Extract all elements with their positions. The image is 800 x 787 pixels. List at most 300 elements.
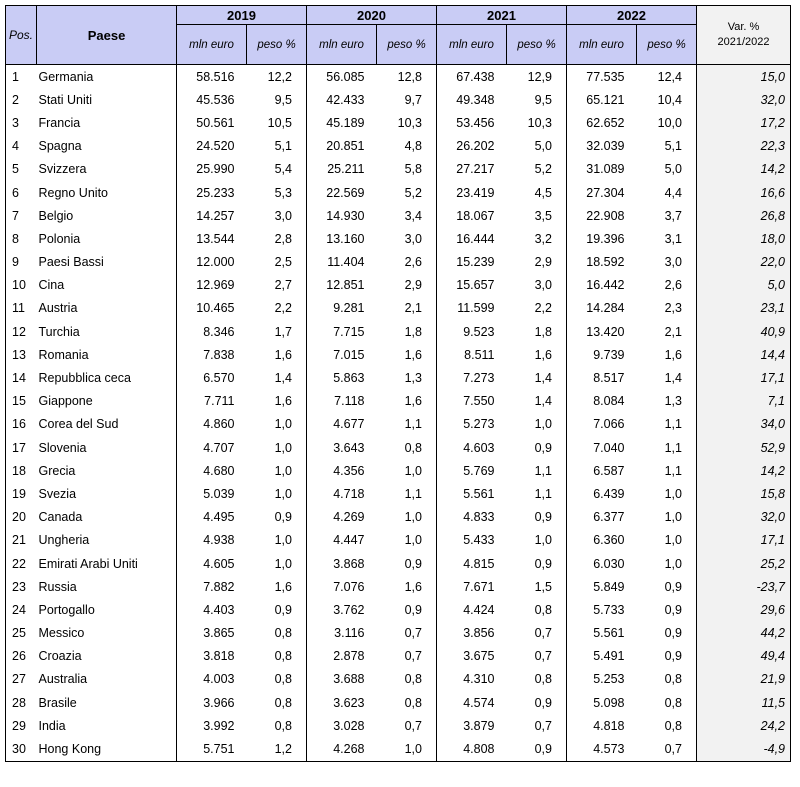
cell-mln-2019: 4.938 <box>203 533 235 548</box>
cell-peso-2020: 0,8 <box>377 668 437 691</box>
cell-peso-2019: 1,0 <box>247 413 307 436</box>
cell-mln-2020: 3.868 <box>333 556 365 571</box>
cell-country: Hong Kong <box>37 737 177 761</box>
cell-mln-2020: 22.569 <box>326 185 365 200</box>
cell-pos: 20 <box>6 506 37 529</box>
cell-peso-2020: 1,1 <box>377 413 437 436</box>
header-mln-2019: mln euro <box>177 25 247 65</box>
cell-mln-2022: 6.377 <box>593 510 625 525</box>
header-year-2020: 2020 <box>307 6 437 25</box>
cell-pos: 1 <box>6 65 37 89</box>
table-row <box>6 691 791 714</box>
table-row <box>6 575 791 598</box>
cell-mln-2020: 20.851 <box>326 139 365 154</box>
cell-peso-2019: 1,0 <box>247 552 307 575</box>
cell-peso-2021: 0,7 <box>507 622 567 645</box>
cell-var-percent: 15,8 <box>697 482 791 505</box>
cell-peso-2019: 5,3 <box>247 181 307 204</box>
cell-peso-2019: 0,9 <box>247 598 307 621</box>
cell-pos: 4 <box>6 135 37 158</box>
cell-country: Slovenia <box>37 436 177 459</box>
cell-peso-2019: 2,7 <box>247 274 307 297</box>
header-mln-2020: mln euro <box>307 25 377 65</box>
cell-pos: 23 <box>6 575 37 598</box>
cell-peso-2020: 1,6 <box>377 390 437 413</box>
cell-mln-2019: 12.000 <box>196 255 235 270</box>
cell-country: Emirati Arabi Uniti <box>37 552 177 575</box>
cell-mln-2021: 49.348 <box>456 92 495 107</box>
cell-mln-2021: 5.273 <box>463 417 495 432</box>
cell-peso-2019: 0,9 <box>247 506 307 529</box>
cell-var-percent: 14,4 <box>697 343 791 366</box>
cell-peso-2022: 1,0 <box>637 506 697 529</box>
cell-pos: 12 <box>6 320 37 343</box>
table-row <box>6 366 791 389</box>
cell-peso-2019: 5,1 <box>247 135 307 158</box>
table-row <box>6 552 791 575</box>
cell-pos: 9 <box>6 251 37 274</box>
cell-var-percent: 32,0 <box>697 506 791 529</box>
cell-mln-2021: 7.671 <box>463 579 495 594</box>
cell-peso-2022: 10,0 <box>637 111 697 134</box>
table-body <box>6 65 791 762</box>
cell-pos: 30 <box>6 737 37 761</box>
cell-peso-2020: 1,6 <box>377 575 437 598</box>
cell-peso-2020: 1,0 <box>377 459 437 482</box>
cell-peso-2021: 1,0 <box>507 529 567 552</box>
cell-mln-2020: 4.718 <box>333 486 365 501</box>
cell-var-percent: 32,0 <box>697 88 791 111</box>
cell-mln-2020: 7.076 <box>333 579 365 594</box>
cell-mln-2020: 7.015 <box>333 347 365 362</box>
table-row <box>6 88 791 111</box>
cell-var-percent: 52,9 <box>697 436 791 459</box>
cell-peso-2019: 2,8 <box>247 227 307 250</box>
cell-mln-2021: 5.433 <box>463 533 495 548</box>
cell-peso-2022: 3,7 <box>637 204 697 227</box>
cell-pos: 13 <box>6 343 37 366</box>
cell-country: Spagna <box>37 135 177 158</box>
header-peso-2020: peso % <box>377 25 437 65</box>
cell-mln-2019: 7.838 <box>203 347 235 362</box>
cell-peso-2020: 1,6 <box>377 343 437 366</box>
cell-peso-2019: 1,0 <box>247 482 307 505</box>
cell-peso-2020: 4,8 <box>377 135 437 158</box>
cell-country: Paesi Bassi <box>37 251 177 274</box>
cell-mln-2020: 56.085 <box>326 69 365 84</box>
cell-mln-2022: 8.517 <box>593 371 625 386</box>
header-var-percent <box>697 6 791 65</box>
cell-country: Australia <box>37 668 177 691</box>
cell-mln-2022: 6.439 <box>593 486 625 501</box>
cell-peso-2022: 1,0 <box>637 482 697 505</box>
cell-mln-2019: 4.707 <box>203 440 235 455</box>
header-var-label: Var. % <box>727 21 760 33</box>
cell-peso-2019: 1,6 <box>247 390 307 413</box>
cell-peso-2019: 1,0 <box>247 529 307 552</box>
cell-mln-2021: 3.675 <box>463 649 495 664</box>
cell-mln-2021: 3.879 <box>463 718 495 733</box>
cell-peso-2019: 1,7 <box>247 320 307 343</box>
cell-mln-2020: 7.118 <box>334 394 365 409</box>
cell-peso-2019: 1,4 <box>247 366 307 389</box>
cell-var-percent: 7,1 <box>697 390 791 413</box>
header-year-2021: 2021 <box>437 6 567 25</box>
cell-peso-2022: 10,4 <box>637 88 697 111</box>
cell-var-percent: 14,2 <box>697 158 791 181</box>
cell-mln-2019: 10.465 <box>196 301 235 316</box>
cell-mln-2021: 5.561 <box>463 486 495 501</box>
cell-mln-2021: 7.550 <box>463 394 495 409</box>
cell-mln-2021: 16.444 <box>456 231 495 246</box>
cell-peso-2022: 1,1 <box>637 459 697 482</box>
table-row <box>6 320 791 343</box>
cell-peso-2020: 12,8 <box>377 65 437 89</box>
cell-country: Belgio <box>37 204 177 227</box>
cell-mln-2020: 4.677 <box>333 417 365 432</box>
cell-mln-2019: 45.536 <box>196 92 235 107</box>
cell-peso-2020: 0,8 <box>377 436 437 459</box>
cell-peso-2020: 10,3 <box>377 111 437 134</box>
cell-mln-2022: 77.535 <box>586 69 625 84</box>
cell-peso-2022: 1,3 <box>637 390 697 413</box>
cell-mln-2019: 4.605 <box>203 556 235 571</box>
cell-peso-2021: 1,6 <box>507 343 567 366</box>
cell-peso-2019: 0,8 <box>247 691 307 714</box>
cell-mln-2019: 3.818 <box>203 649 235 664</box>
cell-pos: 28 <box>6 691 37 714</box>
cell-peso-2022: 5,0 <box>637 158 697 181</box>
table-row <box>6 459 791 482</box>
cell-peso-2022: 0,8 <box>637 691 697 714</box>
cell-peso-2022: 2,1 <box>637 320 697 343</box>
cell-mln-2020: 45.189 <box>326 115 365 130</box>
cell-peso-2021: 10,3 <box>507 111 567 134</box>
cell-peso-2019: 0,8 <box>247 714 307 737</box>
cell-mln-2022: 14.284 <box>586 301 625 316</box>
table-row <box>6 506 791 529</box>
cell-mln-2021: 4.815 <box>463 556 495 571</box>
cell-mln-2022: 18.592 <box>586 255 625 270</box>
cell-peso-2022: 4,4 <box>637 181 697 204</box>
cell-mln-2020: 12.851 <box>326 278 365 293</box>
cell-mln-2019: 13.544 <box>196 231 235 246</box>
cell-mln-2021: 4.310 <box>463 672 495 687</box>
cell-mln-2020: 3.688 <box>333 672 365 687</box>
cell-peso-2019: 0,8 <box>247 622 307 645</box>
cell-mln-2022: 32.039 <box>586 139 625 154</box>
cell-peso-2020: 1,0 <box>377 529 437 552</box>
table-row <box>6 158 791 181</box>
table-row <box>6 413 791 436</box>
cell-pos: 11 <box>6 297 37 320</box>
cell-var-percent: 11,5 <box>697 691 791 714</box>
cell-mln-2019: 3.992 <box>203 718 235 733</box>
cell-mln-2019: 5.039 <box>203 486 235 501</box>
table-row <box>6 135 791 158</box>
cell-country: Giappone <box>37 390 177 413</box>
cell-peso-2019: 1,6 <box>247 575 307 598</box>
cell-mln-2021: 53.456 <box>456 115 495 130</box>
cell-peso-2021: 0,9 <box>507 506 567 529</box>
cell-peso-2021: 3,2 <box>507 227 567 250</box>
cell-peso-2019: 9,5 <box>247 88 307 111</box>
cell-mln-2022: 7.066 <box>593 417 625 432</box>
cell-pos: 27 <box>6 668 37 691</box>
cell-mln-2019: 6.570 <box>203 371 235 386</box>
cell-peso-2020: 9,7 <box>377 88 437 111</box>
cell-peso-2019: 0,8 <box>247 645 307 668</box>
cell-peso-2020: 1,0 <box>377 737 437 761</box>
cell-peso-2022: 1,0 <box>637 552 697 575</box>
cell-peso-2022: 2,3 <box>637 297 697 320</box>
cell-mln-2020: 3.643 <box>333 440 365 455</box>
cell-peso-2022: 0,8 <box>637 668 697 691</box>
cell-pos: 14 <box>6 366 37 389</box>
cell-var-percent: 16,6 <box>697 181 791 204</box>
cell-pos: 25 <box>6 622 37 645</box>
table-row <box>6 622 791 645</box>
cell-peso-2022: 0,9 <box>637 622 697 645</box>
cell-mln-2021: 27.217 <box>456 162 495 177</box>
cell-mln-2021: 3.856 <box>463 626 495 641</box>
cell-peso-2019: 0,8 <box>247 668 307 691</box>
cell-peso-2019: 1,0 <box>247 459 307 482</box>
cell-country: Turchia <box>37 320 177 343</box>
cell-peso-2020: 3,0 <box>377 227 437 250</box>
cell-pos: 19 <box>6 482 37 505</box>
cell-country: Stati Uniti <box>37 88 177 111</box>
cell-peso-2021: 5,2 <box>507 158 567 181</box>
cell-mln-2022: 6.360 <box>593 533 625 548</box>
cell-mln-2020: 5.863 <box>333 371 365 386</box>
cell-mln-2020: 4.269 <box>333 510 365 525</box>
cell-mln-2019: 14.257 <box>196 208 235 223</box>
cell-peso-2019: 2,2 <box>247 297 307 320</box>
cell-var-percent: -4,9 <box>697 737 791 761</box>
cell-mln-2022: 5.849 <box>593 579 625 594</box>
cell-country: Russia <box>37 575 177 598</box>
cell-peso-2021: 1,4 <box>507 390 567 413</box>
cell-var-percent: 44,2 <box>697 622 791 645</box>
cell-country: Canada <box>37 506 177 529</box>
cell-mln-2022: 5.098 <box>593 695 625 710</box>
table-row <box>6 65 791 89</box>
cell-var-percent: 15,0 <box>697 65 791 89</box>
cell-peso-2021: 0,7 <box>507 714 567 737</box>
cell-pos: 22 <box>6 552 37 575</box>
cell-var-percent: 17,2 <box>697 111 791 134</box>
cell-mln-2022: 22.908 <box>586 208 625 223</box>
cell-peso-2022: 12,4 <box>637 65 697 89</box>
cell-country: Messico <box>37 622 177 645</box>
cell-var-percent: 21,9 <box>697 668 791 691</box>
table-row <box>6 251 791 274</box>
cell-mln-2019: 8.346 <box>203 324 235 339</box>
cell-mln-2020: 4.356 <box>333 463 365 478</box>
cell-peso-2022: 0,7 <box>637 737 697 761</box>
cell-peso-2020: 0,7 <box>377 714 437 737</box>
cell-peso-2021: 4,5 <box>507 181 567 204</box>
cell-peso-2021: 3,5 <box>507 204 567 227</box>
cell-mln-2020: 42.433 <box>326 92 365 107</box>
cell-var-percent: 23,1 <box>697 297 791 320</box>
cell-mln-2020: 3.762 <box>333 602 365 617</box>
cell-peso-2022: 3,1 <box>637 227 697 250</box>
header-mln-2022: mln euro <box>567 25 637 65</box>
cell-mln-2021: 4.603 <box>463 440 495 455</box>
cell-mln-2022: 13.420 <box>586 324 625 339</box>
cell-mln-2019: 3.865 <box>203 626 235 641</box>
cell-peso-2020: 1,0 <box>377 506 437 529</box>
table-row <box>6 390 791 413</box>
cell-peso-2022: 0,9 <box>637 575 697 598</box>
cell-country: Corea del Sud <box>37 413 177 436</box>
cell-peso-2021: 0,9 <box>507 737 567 761</box>
cell-pos: 7 <box>6 204 37 227</box>
cell-peso-2021: 1,1 <box>507 459 567 482</box>
cell-mln-2020: 4.447 <box>333 533 365 548</box>
cell-mln-2020: 4.268 <box>307 737 377 761</box>
cell-mln-2019: 12.969 <box>196 278 235 293</box>
cell-peso-2022: 2,6 <box>637 274 697 297</box>
cell-country: Portogallo <box>37 598 177 621</box>
cell-pos: 15 <box>6 390 37 413</box>
cell-peso-2021: 9,5 <box>507 88 567 111</box>
cell-mln-2022: 4.573 <box>567 737 637 761</box>
cell-mln-2020: 14.930 <box>326 208 365 223</box>
cell-mln-2022: 5.491 <box>593 649 625 664</box>
cell-pos: 18 <box>6 459 37 482</box>
cell-var-percent: 22,3 <box>697 135 791 158</box>
cell-peso-2019: 1,0 <box>247 436 307 459</box>
cell-mln-2019: 4.403 <box>203 602 235 617</box>
cell-mln-2021: 4.808 <box>437 737 507 761</box>
cell-mln-2019: 7.711 <box>204 394 235 409</box>
header-peso-2019: peso % <box>247 25 307 65</box>
cell-peso-2020: 3,4 <box>377 204 437 227</box>
table-row <box>6 529 791 552</box>
table-row <box>6 227 791 250</box>
cell-var-percent: 34,0 <box>697 413 791 436</box>
cell-peso-2020: 5,8 <box>377 158 437 181</box>
header-country: Paese <box>37 6 177 65</box>
cell-peso-2020: 1,1 <box>377 482 437 505</box>
cell-country: Brasile <box>37 691 177 714</box>
cell-mln-2020: 3.116 <box>334 626 365 641</box>
cell-country: Grecia <box>37 459 177 482</box>
cell-country: Austria <box>37 297 177 320</box>
cell-peso-2020: 0,7 <box>377 645 437 668</box>
cell-mln-2022: 31.089 <box>586 162 625 177</box>
header-peso-2022: peso % <box>637 25 697 65</box>
cell-mln-2022: 5.253 <box>593 672 625 687</box>
cell-mln-2019: 4.680 <box>203 463 235 478</box>
cell-var-percent: 24,2 <box>697 714 791 737</box>
export-by-country-table <box>5 5 791 762</box>
cell-mln-2020: 13.160 <box>326 231 365 246</box>
cell-mln-2020: 25.211 <box>327 162 365 177</box>
cell-mln-2020: 7.715 <box>333 324 365 339</box>
cell-peso-2021: 1,8 <box>507 320 567 343</box>
cell-mln-2021: 4.574 <box>463 695 495 710</box>
cell-peso-2019: 2,5 <box>247 251 307 274</box>
cell-var-percent: 25,2 <box>697 552 791 575</box>
cell-peso-2019: 10,5 <box>247 111 307 134</box>
table-row <box>6 274 791 297</box>
cell-pos: 16 <box>6 413 37 436</box>
cell-peso-2020: 1,3 <box>377 366 437 389</box>
cell-var-percent: 18,0 <box>697 227 791 250</box>
cell-mln-2021: 4.424 <box>463 602 495 617</box>
cell-mln-2022: 16.442 <box>586 278 625 293</box>
header-var-period: 2021/2022 <box>717 36 770 48</box>
cell-peso-2021: 2,2 <box>507 297 567 320</box>
cell-peso-2021: 0,9 <box>507 436 567 459</box>
cell-peso-2019: 5,4 <box>247 158 307 181</box>
cell-mln-2019: 4.495 <box>203 510 235 525</box>
cell-pos: 29 <box>6 714 37 737</box>
cell-mln-2022: 9.739 <box>593 347 625 362</box>
cell-peso-2022: 1,1 <box>637 436 697 459</box>
table-row <box>6 737 791 761</box>
cell-peso-2020: 0,9 <box>377 598 437 621</box>
cell-country: India <box>37 714 177 737</box>
cell-mln-2022: 5.733 <box>593 602 625 617</box>
table-row <box>6 482 791 505</box>
cell-peso-2020: 1,8 <box>377 320 437 343</box>
cell-country: Croazia <box>37 645 177 668</box>
cell-pos: 10 <box>6 274 37 297</box>
cell-var-percent: 40,9 <box>697 320 791 343</box>
cell-country: Repubblica ceca <box>37 366 177 389</box>
cell-peso-2021: 3,0 <box>507 274 567 297</box>
cell-peso-2021: 12,9 <box>507 65 567 89</box>
cell-mln-2021: 7.273 <box>463 371 495 386</box>
cell-mln-2022: 6.030 <box>593 556 625 571</box>
cell-mln-2019: 24.520 <box>196 139 235 154</box>
cell-mln-2019: 58.516 <box>196 69 235 84</box>
cell-pos: 21 <box>6 529 37 552</box>
cell-var-percent: 26,8 <box>697 204 791 227</box>
cell-mln-2019: 4.003 <box>203 672 235 687</box>
cell-mln-2021: 67.438 <box>456 69 495 84</box>
cell-peso-2022: 1,6 <box>637 343 697 366</box>
cell-pos: 6 <box>6 181 37 204</box>
cell-peso-2022: 0,9 <box>637 645 697 668</box>
cell-mln-2022: 27.304 <box>586 185 625 200</box>
cell-var-percent: -23,7 <box>697 575 791 598</box>
cell-mln-2022: 8.084 <box>593 394 625 409</box>
cell-mln-2021: 11.599 <box>457 301 495 316</box>
cell-var-percent: 22,0 <box>697 251 791 274</box>
cell-pos: 17 <box>6 436 37 459</box>
cell-mln-2022: 5.561 <box>593 626 625 641</box>
header-pos: Pos. <box>6 6 37 65</box>
cell-peso-2022: 1,4 <box>637 366 697 389</box>
table-row <box>6 181 791 204</box>
cell-peso-2019: 12,2 <box>247 65 307 89</box>
cell-peso-2021: 0,7 <box>507 645 567 668</box>
cell-country: Romania <box>37 343 177 366</box>
cell-mln-2020: 11.404 <box>327 255 365 270</box>
cell-peso-2021: 2,9 <box>507 251 567 274</box>
table-row <box>6 297 791 320</box>
cell-mln-2022: 7.040 <box>593 440 625 455</box>
cell-peso-2020: 2,1 <box>377 297 437 320</box>
cell-pos: 24 <box>6 598 37 621</box>
cell-mln-2021: 5.769 <box>463 463 495 478</box>
